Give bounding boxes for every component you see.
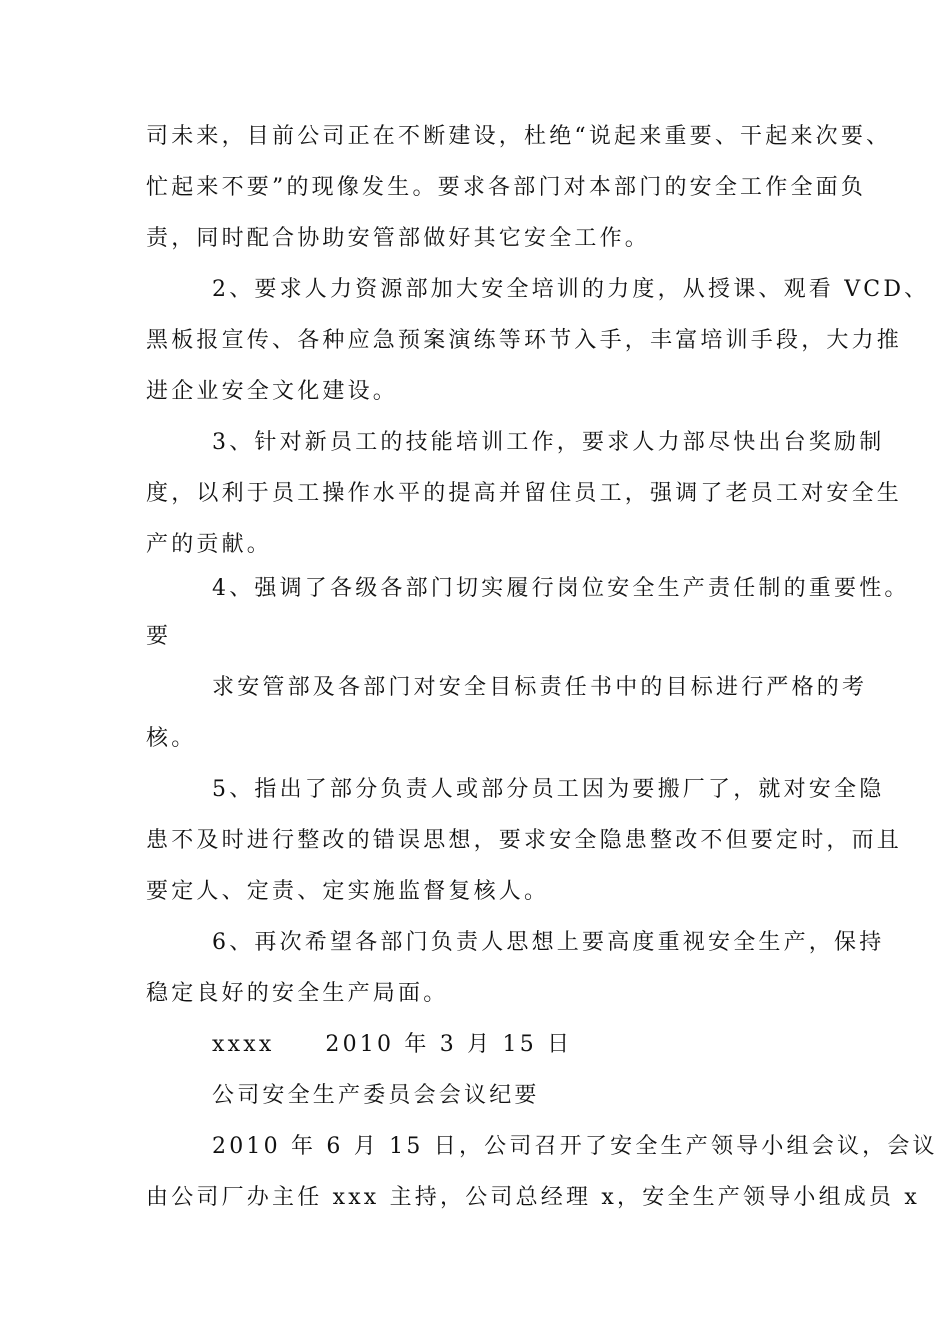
text-line-13: 核。 [146,726,197,751]
text-line-10: 4、强调了各级各部门切实履行岗位安全生产责任制的重要性。 [212,576,910,601]
text-line-7: 3、针对新员工的技能培训工作，要求人力部尽快出台奖励制 [212,430,885,455]
text-line-18: 稳定良好的安全生产局面。 [146,981,449,1006]
signature-date-line: xxxx 2010 年 3 月 15 日 [212,1032,573,1057]
text-line-2: 忙起来不要”的现像发生。要求各部门对本部门的安全工作全面负 [146,175,867,200]
section-title: 公司安全生产委员会会议纪要 [212,1083,540,1108]
text-line-22: 由公司厂办主任 xxx 主持，公司总经理 x，安全生产领导小组成员 x [146,1185,921,1210]
text-line-1: 司未来，目前公司正在不断建设，杜绝“说起来重要、干起来次要、 [146,124,892,149]
text-line-21: 2010 年 6 月 15 日，公司召开了安全生产领导小组会议，会议 [212,1134,938,1159]
text-line-14: 5、指出了部分负责人或部分员工因为要搬厂了，就对安全隐 [212,777,885,802]
text-line-16: 要定人、定责、定实施监督复核人。 [146,879,550,904]
text-line-3: 责，同时配合协助安管部做好其它安全工作。 [146,226,651,251]
text-line-11: 要 [146,624,172,649]
text-line-9: 产的贡献。 [146,532,273,557]
text-line-12: 求安管部及各部门对安全目标责任书中的目标进行严格的考 [212,675,868,700]
text-line-8: 度，以利于员工操作水平的提高并留住员工，强调了老员工对安全生 [146,481,903,506]
text-line-15: 患不及时进行整改的错误思想，要求安全隐患整改不但要定时，而且 [146,828,903,853]
text-line-17: 6、再次希望各部门负责人思想上要高度重视安全生产，保持 [212,930,885,955]
text-line-6: 进企业安全文化建设。 [146,379,399,404]
text-line-4: 2、要求人力资源部加大安全培训的力度，从授课、观看 VCD、 [212,277,930,302]
text-line-5: 黑板报宣传、各种应急预案演练等环节入手，丰富培训手段，大力推 [146,328,903,353]
